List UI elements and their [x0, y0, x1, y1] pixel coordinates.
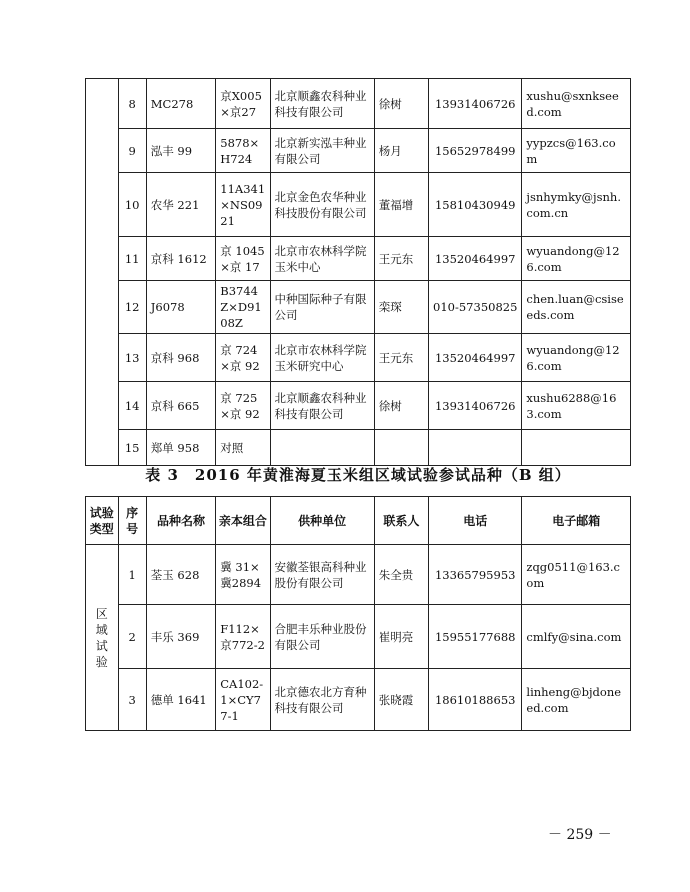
table-row [86, 281, 631, 334]
trial-type-cell: 区域试验 [86, 545, 119, 731]
table-header-row [86, 497, 631, 545]
phone-number: 13365795953 [429, 545, 522, 605]
contact-person: 崔明亮 [374, 605, 428, 669]
table-row [86, 129, 631, 173]
parent-combination: 京 724×京 92 [216, 334, 270, 382]
seed-supplier: 北京市农林科学院玉米研究中心 [270, 334, 374, 382]
parent-combination: 京 725×京 92 [216, 382, 270, 430]
header-email: 电子邮箱 [522, 497, 631, 545]
contact-person: 董福增 [374, 173, 428, 237]
phone-number: 15652978499 [429, 129, 522, 173]
row-number: 14 [118, 382, 146, 430]
phone-number: 13931406726 [429, 382, 522, 430]
table-row [86, 669, 631, 731]
contact-person: 王元东 [374, 334, 428, 382]
row-number: 9 [118, 129, 146, 173]
seed-supplier: 北京顺鑫农科种业科技有限公司 [270, 79, 374, 129]
header-phone: 电话 [429, 497, 522, 545]
parent-combination: 京 1045×京 17 [216, 237, 270, 281]
header-number: 序号 [118, 497, 146, 545]
email-address: cmlfy@sina.com [522, 605, 631, 669]
email-address: jsnhymky@jsnh.com.cn [522, 173, 631, 237]
email-address: xushu@sxnkseed.com [522, 79, 631, 129]
table-row [86, 605, 631, 669]
seed-supplier: 北京德农北方育种科技有限公司 [270, 669, 374, 731]
email-address: yypzcs@163.com [522, 129, 631, 173]
table-3 [85, 496, 631, 731]
variety-name: 德单 1641 [146, 669, 215, 731]
seed-supplier: 合肥丰乐种业股份有限公司 [270, 605, 374, 669]
header-trial-type: 试验类型 [86, 497, 119, 545]
parent-combination: 11A341×NS0921 [216, 173, 270, 237]
header-contact: 联系人 [374, 497, 428, 545]
contact-person: 张晓霞 [374, 669, 428, 731]
parent-combination: 冀 31×冀2894 [216, 545, 270, 605]
header-parents: 亲本组合 [216, 497, 270, 545]
parent-combination: 5878×H724 [216, 129, 270, 173]
email-address: chen.luan@csiseeds.com [522, 281, 631, 334]
variety-name: J6078 [146, 281, 215, 334]
seed-supplier: 北京金色农华种业科技股份有限公司 [270, 173, 374, 237]
table-row [86, 545, 631, 605]
email-address: linheng@bjdoneed.com [522, 669, 631, 731]
table-2-continued [85, 78, 631, 466]
table-row [86, 237, 631, 281]
row-number: 10 [118, 173, 146, 237]
phone-number [429, 430, 522, 466]
trial-type-cell [86, 79, 119, 466]
seed-supplier: 北京顺鑫农科种业科技有限公司 [270, 382, 374, 430]
phone-number: 18610188653 [429, 669, 522, 731]
phone-number: 13931406726 [429, 79, 522, 129]
contact-person: 徐树 [374, 382, 428, 430]
seed-supplier: 北京新实泓丰种业有限公司 [270, 129, 374, 173]
phone-number: 13520464997 [429, 334, 522, 382]
contact-person: 朱全贵 [374, 545, 428, 605]
row-number: 8 [118, 79, 146, 129]
variety-name: 京科 968 [146, 334, 215, 382]
email-address: wyuandong@126.com [522, 237, 631, 281]
row-number: 2 [118, 605, 146, 669]
parent-combination: B3744Z×D9108Z [216, 281, 270, 334]
row-number: 11 [118, 237, 146, 281]
contact-person: 栾琛 [374, 281, 428, 334]
variety-name: 郑单 958 [146, 430, 215, 466]
table-row [86, 382, 631, 430]
seed-supplier: 中种国际种子有限公司 [270, 281, 374, 334]
seed-supplier: 安徽荃银高科种业股份有限公司 [270, 545, 374, 605]
parent-combination: CA102-1×CY77-1 [216, 669, 270, 731]
seed-supplier: 北京市农林科学院玉米中心 [270, 237, 374, 281]
contact-person: 杨月 [374, 129, 428, 173]
row-number: 3 [118, 669, 146, 731]
table-row [86, 79, 631, 129]
parent-combination: 对照 [216, 430, 270, 466]
email-address: zqg0511@163.com [522, 545, 631, 605]
parent-combination: 京X005×京27 [216, 79, 270, 129]
variety-name: MC278 [146, 79, 215, 129]
variety-name: 农华 221 [146, 173, 215, 237]
email-address: wyuandong@126.com [522, 334, 631, 382]
header-supplier: 供种单位 [270, 497, 374, 545]
phone-number: 010-57350825 [429, 281, 522, 334]
row-number: 1 [118, 545, 146, 605]
page-number: － 259 － [548, 827, 612, 843]
phone-number: 13520464997 [429, 237, 522, 281]
contact-person: 徐树 [374, 79, 428, 129]
phone-number: 15955177688 [429, 605, 522, 669]
email-address: xushu6288@163.com [522, 382, 631, 430]
contact-person: 王元东 [374, 237, 428, 281]
parent-combination: F112×京772-2 [216, 605, 270, 669]
table-row [86, 430, 631, 466]
table-row [86, 173, 631, 237]
table-row [86, 334, 631, 382]
header-variety: 品种名称 [146, 497, 215, 545]
variety-name: 京科 1612 [146, 237, 215, 281]
row-number: 13 [118, 334, 146, 382]
variety-name: 丰乐 369 [146, 605, 215, 669]
variety-name: 荃玉 628 [146, 545, 215, 605]
row-number: 15 [118, 430, 146, 466]
row-number: 12 [118, 281, 146, 334]
variety-name: 泓丰 99 [146, 129, 215, 173]
table-3-title: 表 3 2016 年黄淮海夏玉米组区域试验参试品种（B 组） [145, 466, 571, 484]
contact-person [374, 430, 428, 466]
variety-name: 京科 665 [146, 382, 215, 430]
phone-number: 15810430949 [429, 173, 522, 237]
seed-supplier [270, 430, 374, 466]
email-address [522, 430, 631, 466]
